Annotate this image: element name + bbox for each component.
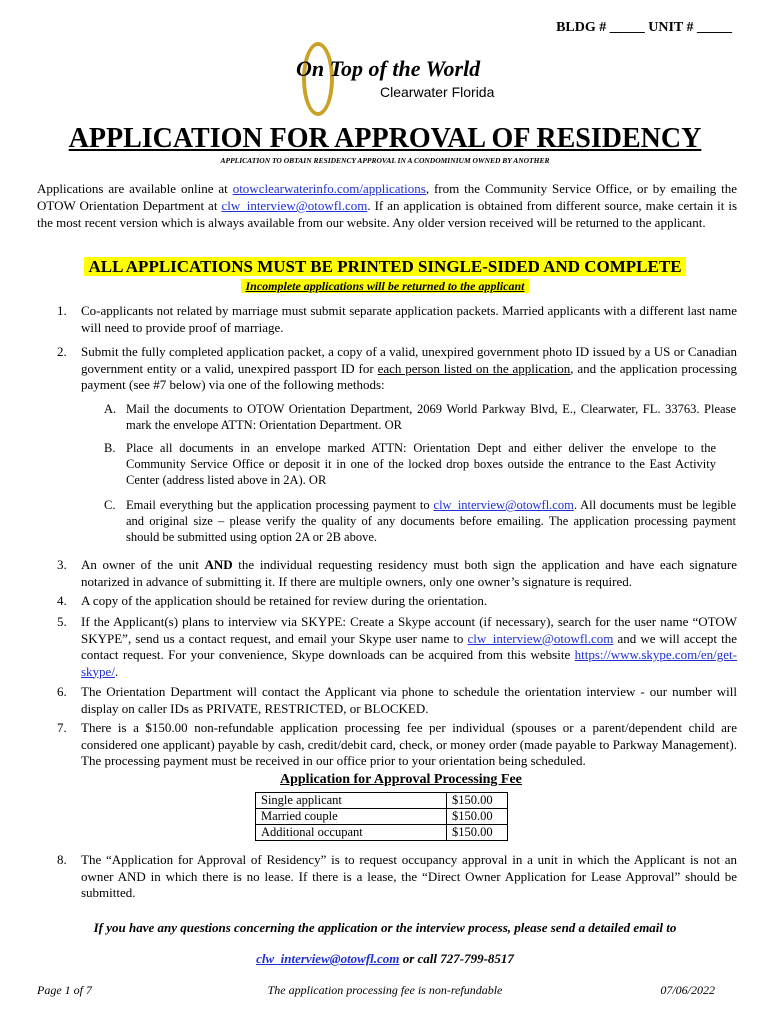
notice-banner <box>0 257 770 295</box>
bldg-unit-header: BLDG # _____ UNIT # _____ <box>556 20 732 35</box>
fee-amount: $150.00 <box>447 793 508 809</box>
list-item-6: 6. The Orientation Department will contact the Applicant via phone to schedule the orientation interview - our number will display on caller IDs as PRIVATE, RESTRICTED, or BLOCKED. <box>57 684 737 716</box>
skype-email-link[interactable]: clw_interview@otowfl.com <box>467 630 614 646</box>
fee-amount: $150.00 <box>447 809 508 825</box>
list-item-3: 3. An owner of the unit AND the individual requesting residency must both sign the application and have each signature notarized in advance of submitting it. If there are multiple owners, only one owner’s signature is required. <box>57 557 737 589</box>
table-row <box>256 825 508 841</box>
table-row <box>256 793 508 809</box>
list-item-4: 4. A copy of the application should be retained for review during the orientation. <box>57 593 488 608</box>
list-item-2a: A. Mail the documents to OTOW Orientation Department, 2069 World Parkway Blvd, E., Clearwater, FL. 33763. Please mark the envelope ATTN: Orientation Department. OR <box>104 402 736 432</box>
list-item-8: 8. The “Application for Approval of Residency” is to request occupancy approval in a unit in which the Applicant is not an owner AND in which there is no lease. If there is a lease, the “Direct Owner Application for Lease Approval” should be submitted. <box>57 852 737 900</box>
closing-contact: clw_interview@otowfl.com or call 727-799-8517 <box>256 951 514 966</box>
closing-question: If you have any questions concerning the application or the interview process, please send a detailed email to <box>93 920 677 935</box>
list-item-2c: C. Email everything but the application processing payment to clw_interview@otowfl.com. All documents must be legible and original size – please verify the quality of any documents before emailing. The application processing payment should be submitted using option 2A or 2B above. <box>104 498 736 544</box>
table-row <box>256 809 508 825</box>
fee-label: Single applicant <box>256 793 447 809</box>
fee-label: Additional occupant <box>256 825 447 841</box>
list-item-5: 5. If the Applicant(s) plans to interview via SKYPE: Create a Skype account (if necessary), search for the user name “OTOW SKYPE”, send us a contact request, and email your Skype user name to clw_interview@otowfl.com and we will accept the contact request. For your convenience, Skype downloads can be acquired from this website https://www.skype.com/en/get-skype/. <box>57 614 737 679</box>
list-item-2b: B. Place all documents in an envelope marked ATTN: Orientation Dept and either deliver the envelope to the Community Service Office or deposit it in one of the locked drop boxes outside the entrance to the East Activity Center (address listed above in 2A). OR <box>104 441 716 487</box>
applications-link[interactable]: otowclearwaterinfo.com/applications <box>232 181 426 196</box>
closing-email-link[interactable]: clw_interview@otowfl.com <box>256 951 400 966</box>
fee-table <box>255 792 508 841</box>
logo-location: Clearwater Florida <box>380 84 495 100</box>
list-item-1: 1. Co-applicants not related by marriage must submit separate application packets. Married applicants with a different last name will need to provide proof of marriage. <box>57 303 737 335</box>
banner-sub: Incomplete applications will be returned to the applicant <box>241 279 528 293</box>
footer-note: The application processing fee is non-refundable <box>267 983 503 997</box>
page-subtitle: APPLICATION TO OBTAIN RESIDENCY APPROVAL IN A CONDOMINIUM OWNED BY ANOTHER <box>220 156 550 165</box>
logo-name: On Top of the World <box>296 56 481 81</box>
banner-main: ALL APPLICATIONS MUST BE PRINTED SINGLE-SIDED AND COMPLETE <box>84 257 685 276</box>
list-item-2: 2. Submit the fully completed application packet, a copy of a valid, unexpired government photo ID issued by a US or Canadian government entity or a valid, unexpired passport ID for each person listed on the application, and the application processing payment (see #7 below) via one of the following methods: <box>57 344 737 392</box>
fee-amount: $150.00 <box>447 825 508 841</box>
intro-paragraph: Applications are available online at otowclearwaterinfo.com/applications, from the Community Service Office, or by emailing the OTOW Orientation Department at clw_interview@otowfl.com. If an application is obtained from different source, make certain it is the most recent version which is always available from our website. Any older version received will be returned to the applicant. <box>37 181 737 230</box>
footer-date: 07/06/2022 <box>660 983 715 997</box>
interview-email-link[interactable]: clw_interview@otowfl.com <box>221 198 368 213</box>
email-link-2c[interactable]: clw_interview@otowfl.com <box>433 498 574 512</box>
page-title: APPLICATION FOR APPROVAL OF RESIDENCY <box>68 123 702 154</box>
page-number: Page 1 of 7 <box>37 983 92 997</box>
fee-table-title: Application for Approval Processing Fee <box>280 772 522 787</box>
list-item-7: 7. There is a $150.00 non-refundable application processing fee per individual (spouses or a parent/dependent child are considered one applicant) payable by cash, credit/debit card, check, or money order (made payable to Parkway Management). The processing payment must be received in our office prior to your orientation being scheduled. <box>57 720 737 768</box>
otow-logo <box>288 42 495 120</box>
fee-label: Married couple <box>256 809 447 825</box>
skype-download-link[interactable]: https://www.skype.com/en/get-skype/ <box>81 647 737 679</box>
